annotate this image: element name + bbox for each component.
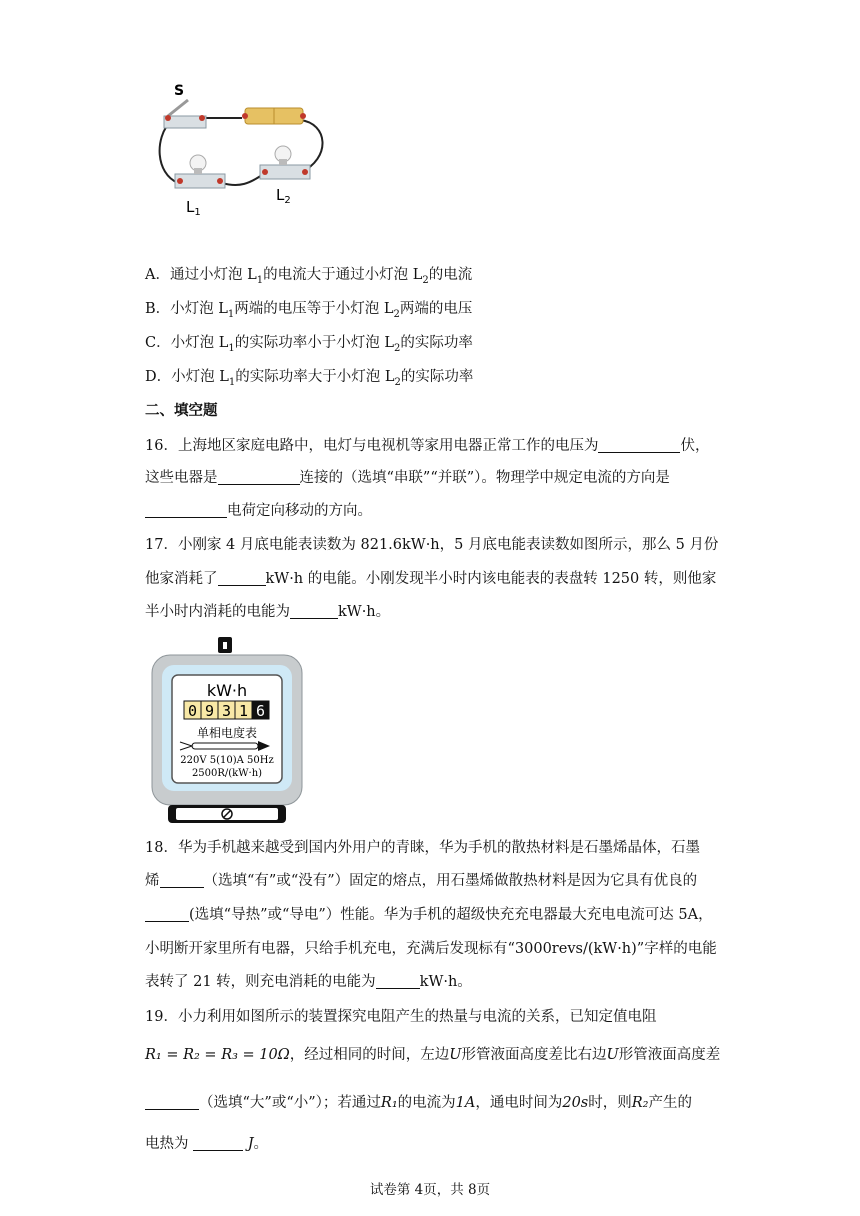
answer-blank[interactable] xyxy=(145,906,189,922)
answer-blank[interactable] xyxy=(376,973,420,989)
q16-line2: 这些电器是 连接的（选填“串联”“并联”）。物理学中规定电流的方向是 xyxy=(145,470,670,486)
meter-digit: 3 xyxy=(221,702,232,720)
q19-line4: 电热为 J。 xyxy=(145,1136,269,1152)
electricity-meter-figure xyxy=(150,635,305,827)
option-a: A．通过小灯泡 $L_1$的电流大于通过小灯泡 $L_2$的电流 xyxy=(145,267,473,286)
q18-line4: 小明断开家里所有电器，只给手机充电，充满后发现标有“3000revs/(kW·h)”字样的电能 xyxy=(145,941,717,957)
q16-line3: 电荷定向移动的方向。 xyxy=(145,501,372,521)
q18-line2: 烯 （选填“有”或“没有”）固定的熔点，用石墨烯做散热材料是因为它具有优良的 xyxy=(145,873,698,889)
option-c: C．小灯泡 $L_1$的实际功率小于小灯泡 $L_2$的实际功率 xyxy=(145,335,473,354)
answer-blank[interactable] xyxy=(160,872,204,888)
option-b: B．小灯泡 $L_1$两端的电压等于小灯泡 $L_2$两端的电压 xyxy=(145,301,473,320)
option-d: D．小灯泡 $L_1$的实际功率大于小灯泡 $L_2$的实际功率 xyxy=(145,369,474,388)
q17-line1: 17．小刚家 4 月底电能表读数为 821.6kW·h，5 月底电能表读数如图所示，那么 5 月份 xyxy=(145,537,719,553)
meter-spec1: 220V 5(10)A 50Hz xyxy=(180,755,274,766)
answer-blank[interactable] xyxy=(218,469,300,485)
q17-line3: 半小时内消耗的电能为 kW·h。 xyxy=(145,604,391,620)
switch-label: S xyxy=(174,83,185,99)
meter-unit: kW·h xyxy=(206,681,248,700)
lamp2-label: $L_2$ xyxy=(276,186,291,206)
answer-blank[interactable] xyxy=(145,502,227,518)
lamp1-label: $L_1$ xyxy=(186,198,201,218)
q19-line1: 19．小力利用如图所示的装置探究电阻产生的热量与电流的关系，已知定值电阻 xyxy=(145,1009,657,1025)
circuit-figure xyxy=(150,78,340,218)
answer-blank[interactable] xyxy=(290,603,338,619)
meter-digit: 9 xyxy=(204,702,215,720)
answer-blank[interactable] xyxy=(218,570,266,586)
q18-line1: 18．华为手机越来越受到国内外用户的青睐，华为手机的散热材料是石墨烯晶体，石墨 xyxy=(145,840,700,856)
meter-digit: 1 xyxy=(238,702,249,720)
q19-line2: R₁ = R₂ = R₃ = 10Ω，经过相同的时间，左边U形管液面高度差比右边U形管液面高度差 xyxy=(145,1047,721,1063)
meter-digit: 0 xyxy=(187,702,198,720)
answer-blank[interactable] xyxy=(193,1135,243,1151)
q18-line5: 表转了 21 转，则充电消耗的电能为 kW·h。 xyxy=(145,974,472,990)
q16-line1: 16．上海地区家庭电路中，电灯与电视机等家用电器正常工作的电压为 伏， xyxy=(145,438,710,454)
page-footer: 试卷第 4页，共 8页 xyxy=(369,1182,491,1198)
q18-line3: (选填“导热”或“导电”）性能。华为手机的超级快充充电器最大充电电流可达 5A， xyxy=(145,905,713,925)
section-title: 二、填空题 xyxy=(145,403,218,419)
answer-blank[interactable] xyxy=(598,437,680,453)
q19-line3: （选填“大”或“小”）；若通过R₁的电流为1A，通电时间为20s时，则R₂产生的 xyxy=(145,1093,692,1113)
meter-digits xyxy=(184,701,269,720)
resistor-equation: R₁ = R₂ = R₃ = 10Ω xyxy=(145,1047,290,1063)
answer-blank[interactable] xyxy=(145,1094,199,1110)
meter-spec2: 2500R/(kW·h) xyxy=(191,768,263,779)
q17-line2: 他家消耗了 kW·h 的电能。小刚发现半小时内该电能表的表盘转 1250 转，则他家 xyxy=(145,571,717,587)
meter-digit: 6 xyxy=(255,702,266,720)
meter-name: 单相电度表 xyxy=(196,726,258,740)
